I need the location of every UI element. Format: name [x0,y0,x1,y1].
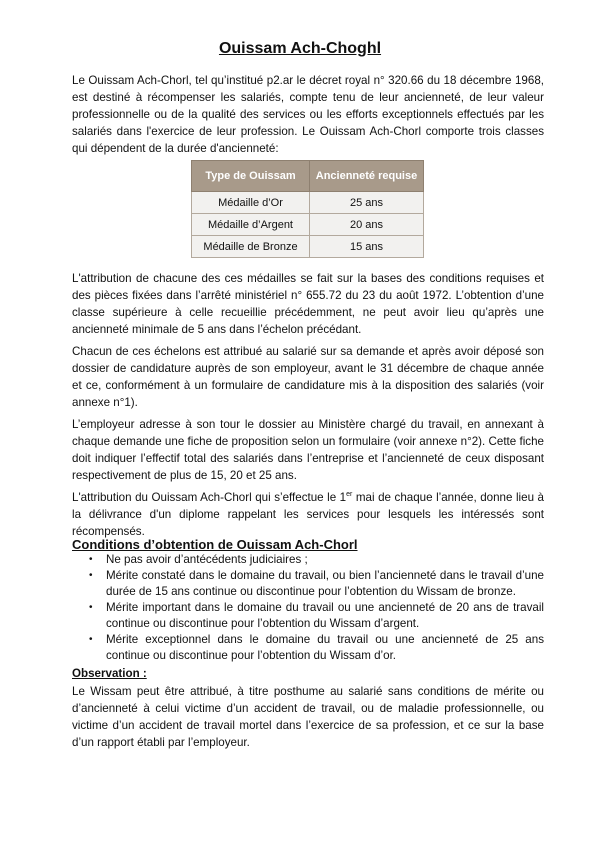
table-header-seniority: Ancienneté requise [310,161,424,192]
paragraph-application: Chacun de ces échelons est attribué au salarié sur sa demande et après avoir déposé son dossier de candidature auprès de son employeur, avant le 31 décembre de chaque année et ce, conformément à un formulaire de candidature mis à la disposition des salariés (voir annexe n°1). [72,345,544,409]
table-cell-seniority: 15 ans [310,236,424,258]
table-cell-type: Médaille d’Or [192,192,310,214]
observation-paragraph: Le Wissam peut être attribué, à titre posthume au salarié sans conditions de mérite ou d’ancienneté à celui victime d’un accident de travail, ou de maladie professionnelle, ou victime d’un accident de travail mortel dans l’exercice de sa profession, et ce sur la base d’un rapport établi par l’employeur. [72,685,544,749]
bullet-icon: • [89,570,93,581]
list-item-text: Ne pas avoir d’antécédents judiciaires ; [106,553,308,566]
observation-heading: Observation : [72,667,147,680]
list-item [72,600,544,632]
list-item-text: Mérite exceptionnel dans le domaine du travail ou une ancienneté de 25 ans continue ou discontinue pour l’obtention du Wissam d’or. [106,633,544,662]
table-row [192,192,424,214]
table-cell-seniority: 20 ans [310,214,424,236]
conditions-heading: Conditions d’obtention de Ouissam Ach-Chorl [72,537,358,552]
bullet-icon: • [89,602,93,613]
list-item [72,568,544,600]
ouissam-classes-table [191,160,424,258]
list-item-text: Mérite constaté dans le domaine du travail, ou bien l’ancienneté dans le travail d’une durée de 15 ans continue ou discontinue pour l’obtention du Wissam de bronze. [106,569,544,598]
paragraph-attribution [72,489,544,540]
table-row [192,236,424,258]
table-header-type: Type de Ouissam [192,161,310,192]
conditions-list [72,552,544,664]
table-row [192,214,424,236]
intro-paragraph: Le Ouissam Ach-Chorl, tel qu’institué p2.ar le décret royal n° 320.66 du 18 décembre 1968, est destiné à récompenser les salariés, compte tenu de leur ancienneté, de leur valeur professionnelle ou de la qualité des services ou les efforts exceptionnels effectués par les salariés dans l'exercice de leur profession. Le Ouissam Ach-Chorl comporte trois classes qui dépendent de la durée d'ancienneté: [72,74,544,155]
list-item [72,552,544,568]
table-cell-seniority: 25 ans [310,192,424,214]
attribution-superscript: er [346,491,353,499]
list-item [72,632,544,664]
paragraph-medal-requirements: L'attribution de chacune des ces médailles se fait sur la bases des conditions requises et des pièces fixées dans l’arrêté ministériel n° 655.72 du 23 du août 1972. L’obtention d’une classe supérieure à celle recueillie précédemment, ne peut avoir lieu qu’après une ancienneté minimale de 5 ans dans l’échelon précédant. [72,272,544,336]
page-title: Ouissam Ach-Choghl [218,40,382,57]
bullet-icon: • [89,634,93,645]
list-item-text: Mérite important dans le domaine du travail ou une ancienneté de 20 ans de travail continue ou discontinue pour l’obtention du Wissam d’argent. [106,601,544,630]
attribution-text-after: mai de chaque l’année, donne lieu à la délivrance d'un diplome rappelant les services pour lesquels les intéressés sont récompensés. [72,491,544,538]
table-cell-type: Médaille d’Argent [192,214,310,236]
bullet-icon: • [89,554,93,565]
table-cell-type: Médaille de Bronze [192,236,310,258]
attribution-text-before: L'attribution du Ouissam Ach-Chorl qui s’effectue le 1 [72,491,347,504]
table-header-row [192,161,424,192]
paragraph-employer: L’employeur adresse à son tour le dossier au Ministère chargé du travail, en annexant à chaque demande une fiche de proposition selon un formulaire (voir annexe n°2). Cette fiche doit indiquer l’effectif total des salariés dans l’entreprise et l’ancienneté de ceux disposant respectivement de plus de 15, 20 et 25 ans. [72,418,544,482]
